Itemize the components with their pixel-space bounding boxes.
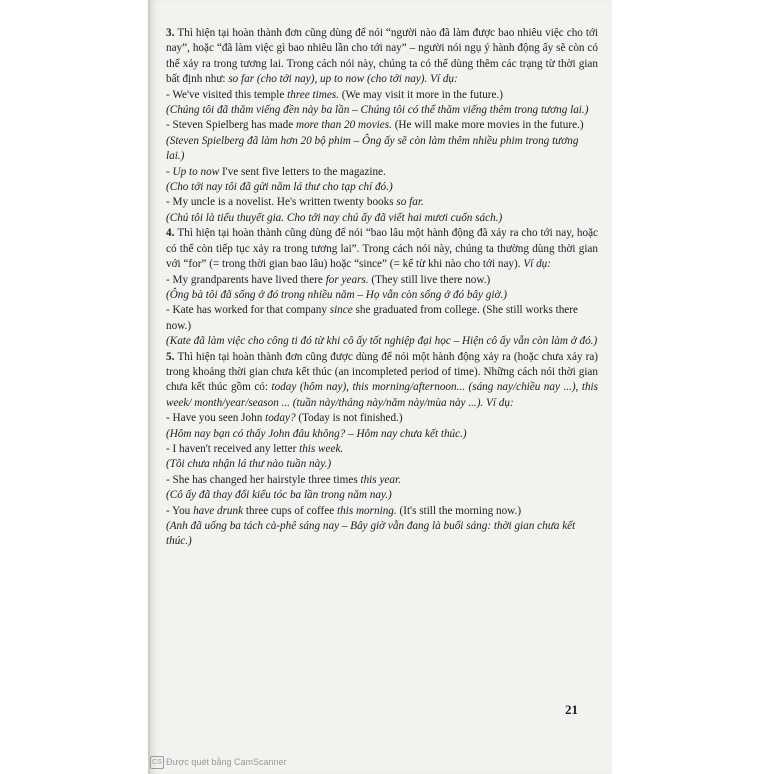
section-intro: [166, 350, 598, 412]
example-sentence: - My grandparents have lived there for years. (They still live there now.): [166, 273, 491, 286]
example-sentence: - She has changed her hairstyle three times this year.: [166, 473, 401, 486]
section-number: 3.: [166, 27, 178, 39]
example-translation: (Hôm nay bạn có thấy John đâu không? – Hôm nay chưa kết thúc.): [166, 427, 467, 440]
example-translation: (Tôi chưa nhận lá thư nào tuần này.): [166, 458, 332, 471]
example-translation: (Chúng tôi đã thăm viếng đền này ba lần – Chúng tôi có thể thăm viếng thêm trong tương lai.): [166, 104, 589, 117]
section-intro: [166, 226, 598, 272]
scanner-footer-text: Được quét bằng CamScanner: [166, 757, 287, 767]
section-3: [166, 26, 598, 226]
section-intro-text: Thì hiện tại hoàn thành đơn cũng được dùng để nói một hành động xảy ra (hoặc chưa xảy ra) trong khoảng thời gian chưa kết thúc (an incompleted period of time). Những cách nói thời gian chưa kết thúc gồm có: today (hôm nay), this morning/afternoon... (sáng nay/chiều nay ...), this week/ month/year/season ... (tuần này/tháng này/năm này/mùa này ...). Ví dụ:: [166, 350, 599, 409]
example-sentence: - Have you seen John today? (Today is not finished.): [166, 412, 403, 425]
example-translation: (Cô ấy đã thay đổi kiểu tóc ba lần trong năm nay.): [166, 489, 392, 502]
example-sentence: - Kate has worked for that company since she graduated from college. (She still works there now.): [166, 304, 578, 332]
page-content: [166, 26, 598, 550]
example-translation: (Ông bà tôi đã sống ở đó trong nhiều năm – Họ vẫn còn sống ở đó bây giờ.): [166, 288, 507, 301]
example-translation: (Chú tôi là tiểu thuyết gia. Cho tới nay chú ấy đã viết hai mươi cuốn sách.): [166, 211, 503, 224]
camscanner-icon: CS: [150, 756, 164, 769]
section-number: 5.: [166, 350, 178, 363]
example-sentence: - I haven't received any letter this week.: [166, 442, 344, 455]
example-translation: (Kate đã làm việc cho công ti đó từ khi cô ấy tốt nghiệp đại học – Hiện cô ấy vẫn còn làm ở đó.): [166, 335, 598, 348]
example-sentence: - My uncle is a novelist. He's written twenty books so far.: [166, 196, 424, 209]
example-sentence: - Steven Spielberg has made more than 20 movies. (He will make more movies in the future.): [166, 119, 584, 132]
section-intro-text: Thì hiện tại hoàn thành cũng dùng để nói “bao lâu một hành động đã xảy ra cho tới nay, hoặc có thể còn tiếp tục xảy ra trong tương lai”. Trong cách nói này, chúng ta thường dùng thời gian với “for” (= trong thời gian bao lâu) hoặc “since” (= kể từ khi nào cho tới nay). Ví dụ:: [166, 227, 599, 271]
section-intro: [166, 26, 598, 88]
example-sentence: - Up to now I've sent five letters to the magazine.: [166, 165, 386, 178]
example-translation: (Anh đã uống ba tách cà-phê sáng nay – Bây giờ vẫn đang là buổi sáng: thời gian chưa kết thúc.): [166, 520, 576, 548]
section-4: [166, 226, 598, 349]
page-number: 21: [565, 702, 578, 717]
example-sentence: - You have drunk three cups of coffee this morning. (It's still the morning now.): [166, 504, 522, 517]
scanner-footer: [148, 752, 612, 774]
section-5: [166, 350, 598, 550]
page-edge: [148, 0, 150, 774]
section-intro-text: Thì hiện tại hoàn thành đơn cũng dùng để nói “người nào đã làm được bao nhiêu việc cho tới nay”, hoặc “đã làm việc gì bao nhiêu lần cho tới nay” – người nói ngụ ý hành động ấy sẽ còn có thể xảy ra trong tương lai. Trong cách nói này, chúng ta có thể dùng thêm các trạng từ thời gian bất định như: so far (cho tới nay), up to now (cho tới nay). Ví dụ:: [166, 27, 599, 86]
example-sentence: - We've visited this temple three times. (We may visit it more in the future.): [166, 88, 504, 101]
example-translation: (Steven Spielberg đã làm hơn 20 bộ phim – Ông ấy sẽ còn làm thêm nhiều phim trong tương lai.): [166, 134, 579, 163]
section-number: 4.: [166, 227, 178, 240]
example-translation: (Cho tới nay tôi đã gửi năm lá thư cho tạp chí đó.): [166, 181, 393, 194]
